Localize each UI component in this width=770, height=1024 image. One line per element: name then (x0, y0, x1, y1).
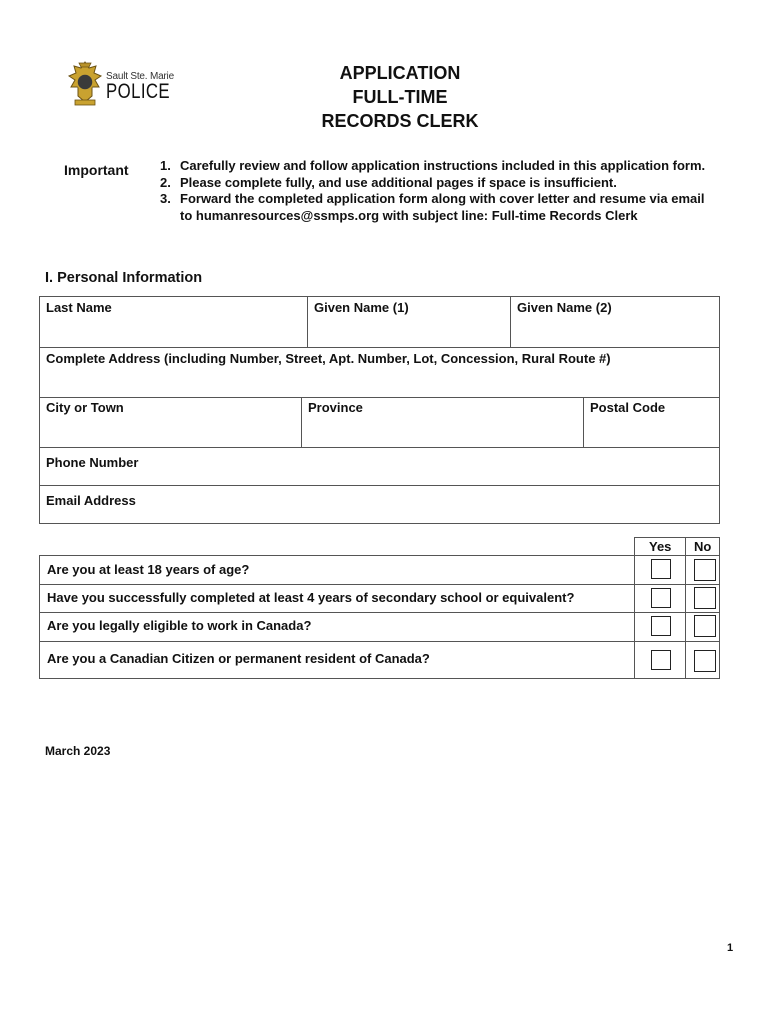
instruction-number: 1. (160, 158, 171, 173)
last-name-label: Last Name (46, 300, 112, 315)
instruction-item (160, 158, 720, 175)
question-secondary-school: Have you successfully completed at least 4 years of secondary school or equivalent? (47, 590, 575, 605)
crest-icon (66, 60, 104, 108)
given-name-1-field[interactable] (308, 297, 510, 347)
instructions-list (160, 158, 720, 224)
given-name-2-label: Given Name (2) (517, 300, 612, 315)
title-line-2: FULL-TIME (352, 87, 448, 107)
city-label: City or Town (46, 400, 124, 415)
eligibility-table (39, 555, 720, 679)
personal-info-table (39, 296, 720, 524)
citizen-yes-checkbox[interactable] (651, 650, 671, 670)
given-name-2-field[interactable] (511, 297, 719, 347)
citizen-no-checkbox[interactable] (694, 650, 716, 672)
email-label: Email Address (46, 493, 136, 508)
logo-police-text: POLICE (106, 80, 171, 103)
instruction-item (160, 175, 720, 192)
yes-no-header (634, 537, 720, 556)
work-no-checkbox[interactable] (694, 615, 716, 637)
email-field[interactable] (40, 486, 719, 523)
instruction-number: 3. (160, 191, 171, 206)
province-field[interactable] (302, 398, 583, 447)
logo-city-text: Sault Ste. Marie (106, 71, 174, 82)
title-line-1: APPLICATION (339, 63, 461, 83)
postal-code-field[interactable] (584, 398, 719, 447)
instruction-number: 2. (160, 174, 171, 190)
work-yes-checkbox[interactable] (651, 616, 671, 636)
phone-field[interactable] (40, 448, 719, 485)
address-field[interactable] (40, 348, 719, 397)
postal-code-label: Postal Code (590, 400, 666, 415)
instruction-text: Please complete fully, and use additional pages if space is insufficient. (180, 174, 617, 190)
age-yes-checkbox[interactable] (651, 559, 671, 579)
instruction-text: Carefully review and follow application instructions included in this application form. (180, 158, 706, 173)
age-no-checkbox[interactable] (694, 559, 716, 581)
question-citizenship: Are you a Canadian Citizen or permanent resident of Canada? (47, 651, 430, 666)
question-work-eligibility: Are you legally eligible to work in Canada? (47, 618, 312, 633)
document-date: March 2023 (45, 744, 111, 758)
last-name-field[interactable] (40, 297, 307, 347)
title-line-3: RECORDS CLERK (321, 111, 479, 131)
school-no-checkbox[interactable] (694, 587, 716, 609)
school-yes-checkbox[interactable] (651, 588, 671, 608)
phone-label: Phone Number (46, 455, 139, 470)
important-label: Important (64, 162, 129, 178)
page-number: 1 (727, 942, 734, 954)
section-heading-personal-info: I. Personal Information (45, 270, 203, 286)
instruction-text: Forward the completed application form along with cover letter and resume via email to humanresources@ssmps.org with subject line: Full-time Records Clerk (180, 191, 705, 223)
yes-label: Yes (649, 539, 672, 554)
city-field[interactable] (40, 398, 301, 447)
province-label: Province (308, 400, 363, 415)
given-name-1-label: Given Name (1) (314, 300, 409, 315)
no-label: No (694, 539, 712, 554)
police-logo (66, 60, 176, 108)
instruction-item (160, 191, 720, 224)
address-label: Complete Address (including Number, Street, Apt. Number, Lot, Concession, Rural Route #) (46, 351, 611, 366)
question-age: Are you at least 18 years of age? (47, 562, 250, 577)
